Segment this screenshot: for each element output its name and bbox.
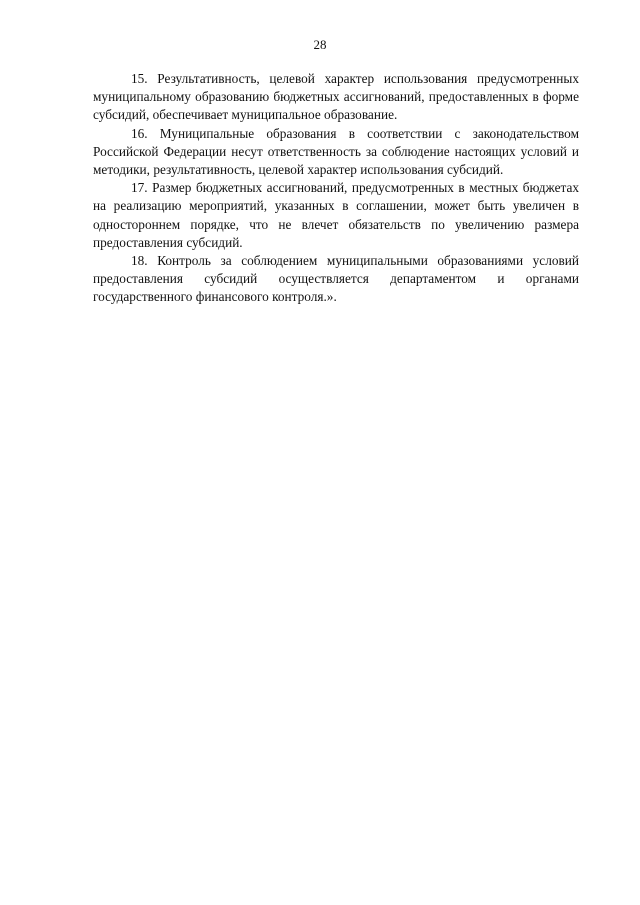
page-number: 28	[313, 37, 327, 52]
paragraph-16: 16. Муниципальные образования в соответствии с законодательством Российской Федерации несут ответственность за соблюдение настоящих условий и методики, результативность, целевой характер использования субсидий.	[93, 125, 579, 178]
paragraph-18: 18. Контроль за соблюдением муниципальными образованиями условий предоставления субсидий осуществляется департаментом и органами государственного финансового контроля.».	[93, 253, 579, 305]
paragraph-17: 17. Размер бюджетных ассигнований, предусмотренных в местных бюджетах на реализацию мероприятий, указанных в соглашении, может быть увеличен в одностороннем порядке, что не влечет обязательств по увеличению размера предоставления субсидий.	[93, 180, 579, 250]
paragraph-15: 15. Результативность, целевой характер использования предусмотренных муниципальному образованию бюджетных ассигнований, предоставленных в форме субсидий, обеспечивает муниципальное образование.	[93, 71, 579, 123]
document-body	[93, 70, 579, 307]
